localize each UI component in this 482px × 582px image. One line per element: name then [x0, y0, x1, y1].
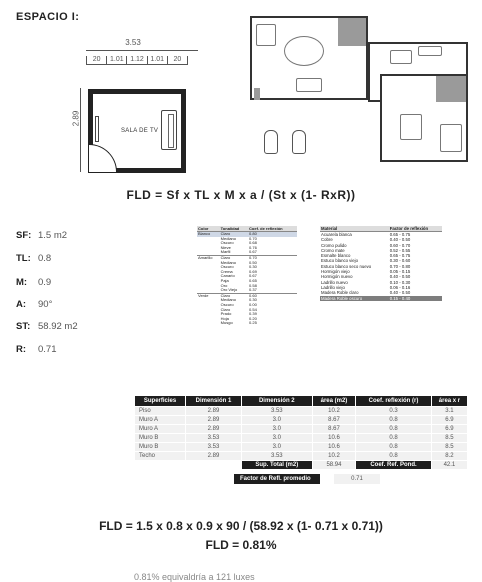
table-cell: Hormigón viejo [321, 269, 350, 275]
dim-segment: 1.01 [106, 56, 126, 65]
table-cell: Paja [220, 277, 229, 283]
table-cell: Muro A [135, 416, 186, 425]
dim-segment: 1.01 [147, 56, 167, 65]
variable-value: 1.5 m2 [38, 230, 68, 241]
table-row [135, 425, 468, 434]
table-cell: 2.89 [186, 452, 242, 461]
column-header: Factor de reflexión [389, 226, 442, 232]
table-cell: 0.37 [249, 287, 257, 293]
table-cell: Techo [135, 452, 186, 461]
variable-value: 90° [38, 299, 53, 310]
table-row [320, 296, 442, 301]
table-cell: Muro B [135, 434, 186, 443]
table-cell: 0.00 [249, 301, 257, 307]
plan-furniture [400, 114, 422, 140]
table-cell: 0.39 [249, 311, 257, 317]
table-cell: Oscuro [220, 240, 234, 246]
table-cell: 0.76 [249, 244, 257, 250]
column-header: Color [197, 226, 220, 232]
table-cell: 3.0 [241, 425, 312, 434]
table-cell: 3.53 [241, 407, 312, 416]
variable-r [16, 344, 57, 355]
footnote: 0.81% equivaldría a 121 luxes [134, 572, 255, 582]
table-cell: 6.9 [431, 425, 467, 434]
table-cell: 0.70 - 0.80 [389, 263, 411, 269]
table-cell: 3.0 [241, 434, 312, 443]
table-cell: 0.40 - 0.50 [389, 237, 411, 243]
table-cell: 0.06 - 0.16 [389, 284, 411, 290]
table-cell: 0.54 [249, 306, 257, 312]
table-cell: Acuarela blanca [321, 232, 352, 237]
table-row [135, 416, 468, 425]
table-cell: Musgo [220, 320, 233, 326]
table-cell: 0.68 [249, 240, 257, 246]
table-row [135, 407, 468, 416]
table-cell: Claro [220, 232, 248, 237]
plan-furniture [418, 46, 442, 56]
table-cell: 8.67 [312, 425, 355, 434]
table-cell: Hoja [220, 315, 229, 321]
car-icon [292, 130, 306, 154]
table-cell: 8.67 [312, 416, 355, 425]
variable-m [16, 277, 51, 288]
column-header: Dimensión 1 [186, 396, 242, 407]
plan-furniture [440, 124, 462, 152]
variable-label: ST: [16, 321, 31, 332]
table-cell: 0.15 - 0.40 [389, 296, 442, 301]
table-cell: 3.53 [186, 443, 242, 452]
table-cell: 3.53 [186, 434, 242, 443]
table-cell: Verde [197, 293, 220, 298]
table-cell: 0.70 [248, 255, 297, 260]
table-cell: Cromo mate [321, 247, 345, 253]
table-cell: 0.20 [249, 315, 257, 321]
table-cell: Claro [220, 255, 248, 260]
table-cell: Hormigón nuevo [321, 274, 353, 280]
house-floor-plan [250, 14, 470, 164]
room-plan [68, 34, 198, 174]
table-cell: Muro A [135, 425, 186, 434]
column-header: Tonalidad [220, 226, 248, 232]
car-icon [264, 130, 278, 154]
column-header: Coef. de reflexión [248, 226, 297, 232]
variable-sf [16, 230, 67, 241]
dim-segment: 20 [86, 56, 106, 65]
table-row [135, 452, 468, 461]
dim-segment: 20 [167, 56, 188, 65]
table-row [135, 443, 468, 452]
column-header: Superficies [135, 396, 186, 407]
table-cell: Marfil [220, 249, 231, 255]
plan-highlight [254, 88, 260, 100]
coef-label: Coef. Ref. Pond. [356, 461, 432, 470]
variable-value: 0.71 [38, 344, 57, 355]
table-cell: Mediano [220, 297, 236, 303]
table-cell: Estuco blanco viejo [321, 258, 359, 264]
table-cell: 8.5 [431, 443, 467, 452]
color-reflection-table [197, 226, 297, 326]
table-cell: 0.50 [249, 259, 257, 265]
table-cell: 0.58 [249, 282, 257, 288]
table-cell: 0.05 - 0.15 [389, 269, 411, 275]
plan-furniture [390, 50, 412, 64]
variable-value: 0.8 [38, 253, 52, 264]
room-dimension-segments [86, 56, 188, 65]
table-cell: 0.8 [356, 443, 432, 452]
table-cell: Muro B [135, 443, 186, 452]
table-cell: 0.30 [249, 297, 257, 303]
column-header: área x r [431, 396, 467, 407]
table-cell: Canario [220, 273, 235, 279]
table-cell: Cromo pulido [321, 242, 347, 248]
table-cell: 0.25 [249, 320, 257, 326]
variable-label: TL: [16, 253, 31, 264]
table-cell: Ladrillo viejo [321, 284, 345, 290]
table-cell: Oscuro [220, 301, 234, 307]
table-cell: 0.65 [249, 277, 257, 283]
column-header: Coef. reflexión (r) [356, 396, 432, 407]
variable-value: 58.92 m2 [38, 321, 78, 332]
table-cell: 0.80 [248, 232, 297, 237]
table-cell: 0.65 - 0.75 [389, 253, 411, 259]
tv-icon [95, 116, 99, 142]
dimension-line [80, 88, 81, 172]
table-cell: 0.8 [356, 434, 432, 443]
formula-result: FLD = 0.81% [205, 538, 277, 552]
column-header: Material [320, 226, 389, 232]
variable-label: R: [16, 344, 27, 355]
door-icon [89, 144, 117, 172]
table-cell: Nieve [220, 244, 231, 250]
table-cell: 10.6 [312, 443, 355, 452]
table-row [135, 434, 468, 443]
table-cell: 0.40 - 0.50 [389, 274, 411, 280]
table-cell: 6.9 [431, 416, 467, 425]
table-cell: Madera Roble oscuro [320, 296, 389, 301]
variable-label: A: [16, 299, 27, 310]
plan-furniture [256, 24, 276, 46]
plan-furniture [296, 78, 322, 92]
variable-value: 0.9 [38, 277, 52, 288]
material-reflection-table [320, 226, 442, 301]
room-height: 2.89 [71, 110, 81, 127]
table-cell: 3.0 [241, 416, 312, 425]
dim-segment: 1.12 [126, 56, 146, 65]
table-cell: Crema [220, 268, 233, 274]
table-cell: Mediano [220, 235, 236, 241]
reflection-factor [234, 474, 380, 484]
table-cell: 10.2 [312, 407, 355, 416]
variable-label: SF: [16, 230, 32, 241]
table-cell: Prado [220, 311, 232, 317]
table-cell: 0.60 - 0.70 [389, 242, 411, 248]
table-cell: Piso [135, 407, 186, 416]
table-cell: Oro [220, 282, 228, 288]
sofa-icon [161, 110, 177, 150]
table-cell: 0.10 - 0.30 [389, 279, 411, 285]
room-outline [88, 89, 186, 173]
table-cell: 0.67 [249, 249, 257, 255]
table-cell: 2.89 [186, 425, 242, 434]
total-label: Sup. Total (m2) [241, 461, 312, 470]
table-cell: 3.53 [241, 452, 312, 461]
table-cell: 2.89 [186, 416, 242, 425]
table-cell: 0.30 [249, 264, 257, 270]
table-cell: 0.52 - 0.55 [389, 247, 411, 253]
table-cell: 10.2 [312, 452, 355, 461]
table-cell: Madera Roble claro [321, 290, 359, 296]
dimension-line [86, 50, 198, 51]
table-cell: 0.65 - 0.75 [389, 232, 411, 237]
table-cell: Oscuro [220, 264, 234, 270]
table-cell: Estuco blanco seco nuevo [321, 263, 372, 269]
plan-highlight [338, 18, 366, 46]
table-cell: Mediano [220, 259, 236, 265]
table-cell: 0.30 - 0.60 [389, 258, 411, 264]
table-cell: Blanco [197, 232, 220, 237]
variable-st [16, 321, 78, 332]
table-cell: 0.8 [356, 425, 432, 434]
table-cell: Claro [220, 293, 248, 298]
plan-highlight [436, 76, 466, 102]
reflection-factor-label: Factor de Refl. promedio [234, 474, 320, 484]
table-cell: 10.6 [312, 434, 355, 443]
column-header: área (m2) [312, 396, 355, 407]
coef-value: 42.1 [431, 461, 467, 470]
table-cell: 0.60 [248, 293, 297, 298]
variable-tl [16, 253, 51, 264]
table-cell [197, 321, 220, 326]
plan-furniture [284, 36, 324, 66]
table-cell: Amarillo [197, 255, 220, 260]
surfaces-table [134, 395, 468, 470]
table-cell: 0.3 [356, 407, 432, 416]
table-cell: 2.89 [186, 407, 242, 416]
section-title: ESPACIO I: [16, 11, 80, 23]
table-cell: 3.0 [241, 443, 312, 452]
table-cell: 0.40 - 0.50 [389, 290, 411, 296]
room-total-width: 3.53 [125, 38, 141, 47]
table-cell: 8.2 [431, 452, 467, 461]
formula-main: FLD = Sf x TL x M x a / (St x (1- RxR)) [126, 188, 356, 202]
table-cell: 0.70 [249, 235, 257, 241]
table-cell: Oro Viejo [220, 287, 238, 293]
table-row [197, 321, 297, 326]
variable-label: M: [16, 277, 28, 288]
total-value: 58.94 [312, 461, 355, 470]
table-cell: Esmalte blanco [321, 253, 351, 259]
table-cell: 0.67 [249, 273, 257, 279]
formula-calculation: FLD = 1.5 x 0.8 x 0.9 x 90 / (58.92 x (1- 0.71 x 0.71)) [99, 519, 383, 533]
table-cell: Claro [220, 306, 231, 312]
table-cell: 8.5 [431, 434, 467, 443]
table-cell: 3.1 [431, 407, 467, 416]
table-cell: Ladrillo nuevo [321, 279, 348, 285]
table-cell: Cobre [321, 237, 333, 243]
column-header: Dimensión 2 [241, 396, 312, 407]
table-cell: 0.8 [356, 416, 432, 425]
table-cell: 0.69 [249, 268, 257, 274]
variable-a [16, 299, 52, 310]
table-cell: 0.8 [356, 452, 432, 461]
reflection-factor-value: 0.71 [334, 474, 380, 484]
room-label: SALA DE TV [121, 128, 159, 134]
